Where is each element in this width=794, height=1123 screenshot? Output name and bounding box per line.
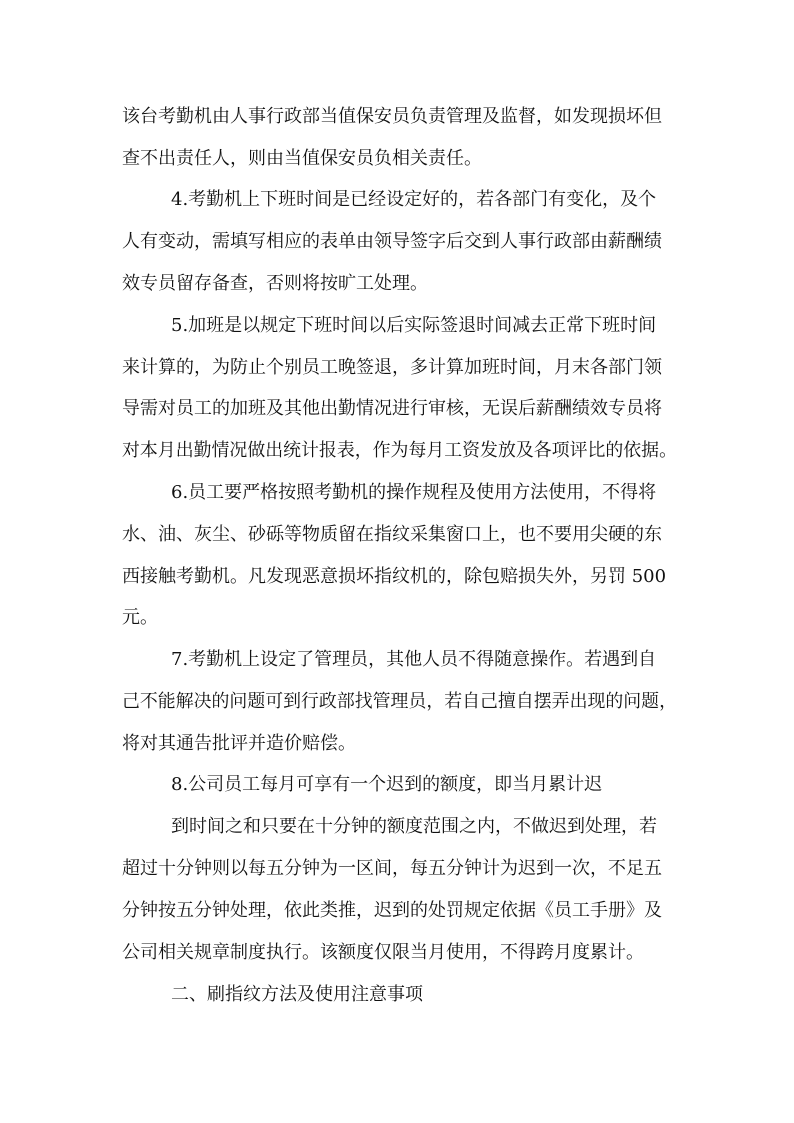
text-line: 导需对员工的加班及其他出勤情况进行审核，无误后薪酬绩效专员将	[122, 398, 662, 419]
text-line: 来计算的，为防止个别员工晚签退，多计算加班时间，月末各部门领	[122, 357, 662, 378]
text-line: 4.考勤机上下班时间是已经设定好的，若各部门有变化，及个	[171, 189, 657, 210]
text-line: 查不出责任人，则由当值保安员负相关责任。	[122, 148, 482, 169]
text-line: 5.加班是以规定下班时间以后实际签退时间减去正常下班时间	[171, 315, 657, 336]
text-line: 效专员留存备查，否则将按旷工处理。	[122, 273, 428, 294]
text-line: 将对其通告批评并造价赔偿。	[122, 733, 356, 754]
text-line: 水、油、灰尘、砂砾等物质留在指纹采集窗口上，也不要用尖硬的东	[122, 524, 662, 545]
text-line: 西接触考勤机。凡发现恶意损坏指纹机的，除包赔损失外，另罚 500	[122, 566, 667, 587]
text-line: 分钟按五分钟处理，依此类推，迟到的处罚规定依据《员工手册》及	[122, 900, 662, 921]
text-line: 人有变动，需填写相应的表单由领导签字后交到人事行政部由薪酬绩	[122, 231, 662, 252]
text-line: 该台考勤机由人事行政部当值保安员负责管理及监督，如发现损坏但	[122, 106, 662, 127]
text-line: 对本月出勤情况做出统计报表，作为每月工资发放及各项评比的依据。	[122, 440, 677, 461]
text-line: 6.员工要严格按照考勤机的操作规程及使用方法使用，不得将	[171, 482, 657, 503]
text-line: 己不能解决的问题可到行政部找管理员，若自己擅自摆弄出现的问题，	[122, 691, 677, 712]
text-line: 超过十分钟则以每五分钟为一区间，每五分钟计为迟到一次，不足五	[122, 858, 662, 879]
section-heading: 二、刷指纹方法及使用注意事项	[171, 984, 423, 1005]
text-line: 到时间之和只要在十分钟的额度范围之内，不做迟到处理，若	[171, 816, 657, 837]
text-line: 7.考勤机上设定了管理员，其他人员不得随意操作。若遇到自	[171, 649, 657, 670]
text-line: 元。	[122, 607, 158, 628]
text-line: 8.公司员工每月可享有一个迟到的额度，即当月累计迟	[171, 774, 603, 795]
text-line: 公司相关规章制度执行。该额度仅限当月使用，不得跨月度累计。	[122, 942, 644, 963]
